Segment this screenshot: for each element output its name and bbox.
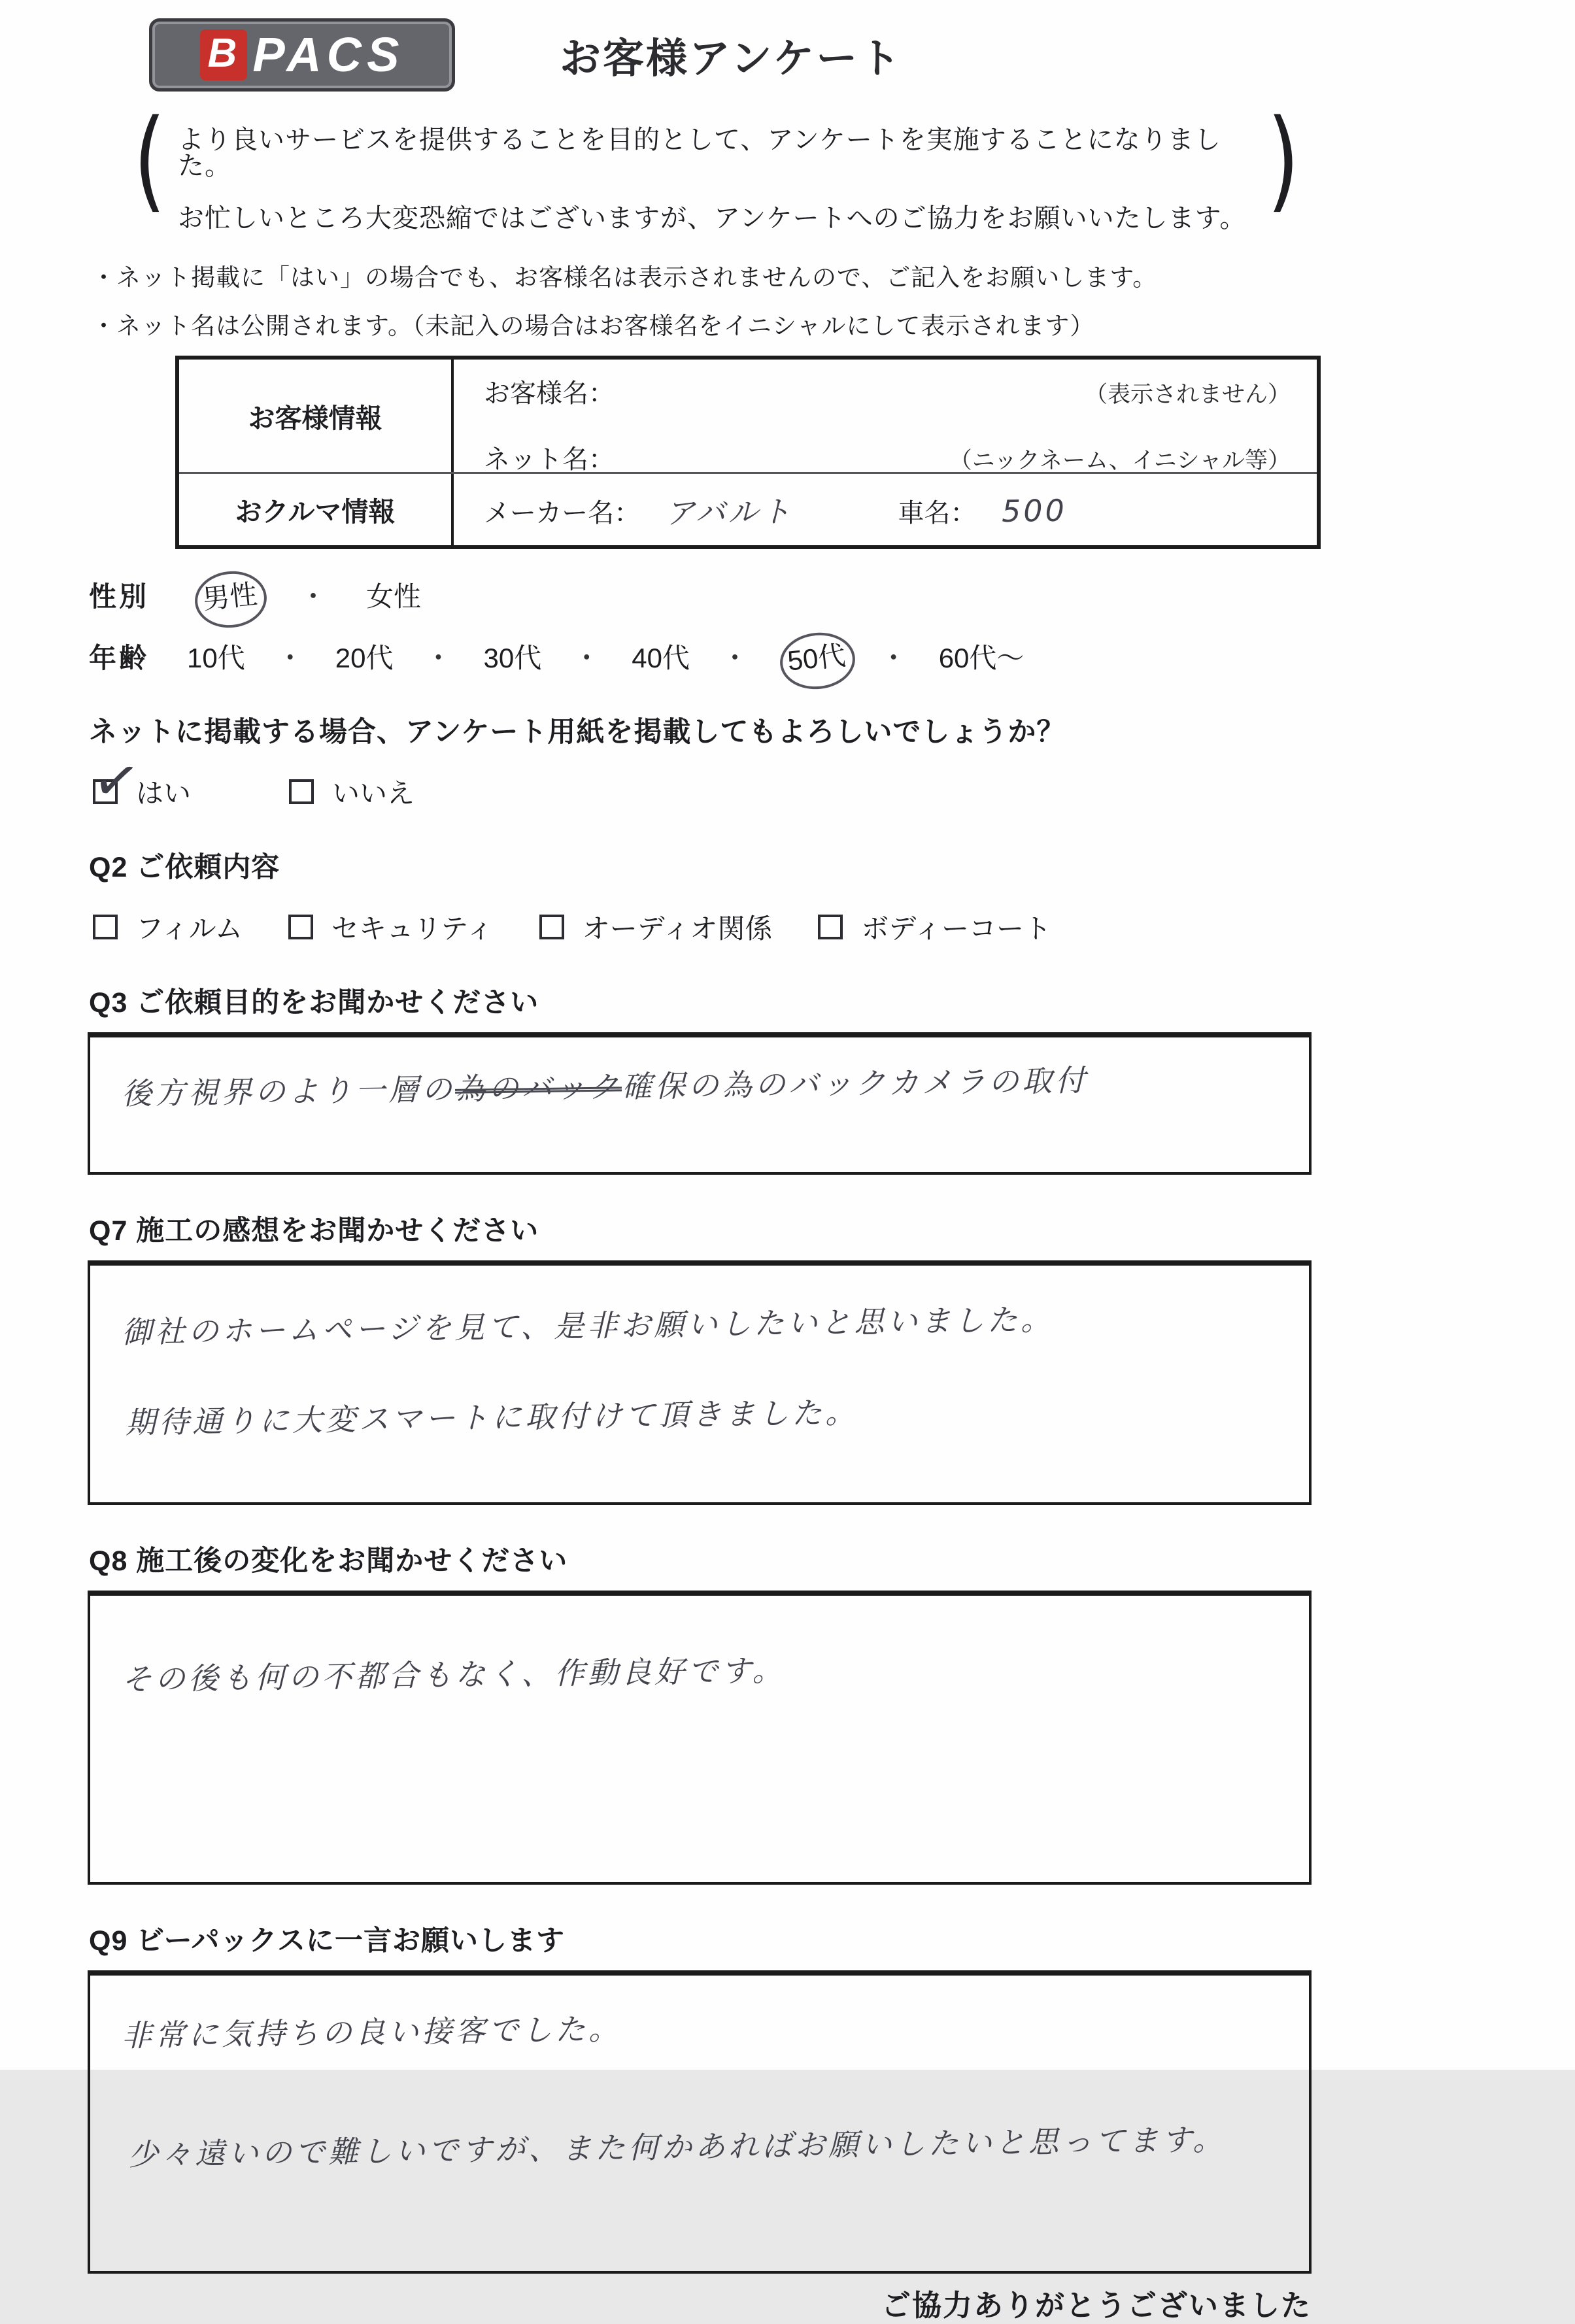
q9-handwritten-line-2: 少々遠いので難しいですが、また何かあればお願いしたいと思ってます。 [127,2121,1227,2172]
customer-info-table [175,356,1321,549]
car-name-handwritten-value: 500 [1001,492,1067,529]
checkbox-bodycoat [818,915,843,939]
checkbox-no [289,779,314,804]
gender-row [89,573,1575,617]
age-option-30s: 30代 [483,643,542,673]
q9-answer-box [88,1970,1312,2274]
publish-answer-row [88,746,1575,817]
gender-option-male-circled [192,567,269,631]
customer-name-note: （表示されません） [1084,382,1291,407]
age-option-50s: 50代 [786,639,847,677]
q8-heading: Q8 施工後の変化をお聞かせください [89,1545,568,1577]
checkbox-audio [539,915,564,939]
checkmark-icon: ✓ [88,746,145,817]
gender-option-female: 女性 [366,581,422,612]
q3-answer-post: 確保の為のバックカメラの取付 [621,1062,1089,1105]
age-option-10s: 10代 [187,643,245,673]
checkbox-film [93,915,118,939]
publish-question: ネットに掲載する場合、アンケート用紙を掲載してもよろしいでしょうか？ [89,716,1066,748]
age-separator: ・ [720,643,749,673]
header [0,0,1575,92]
checkbox-audio-label: オーディオ関係 [582,913,773,944]
q7-answer-box [88,1260,1312,1505]
gender-separator: ・ [299,581,328,612]
age-option-60s: 60代〜 [938,643,1025,673]
age-option-40s: 40代 [632,643,690,673]
page-title: お客様アンケート [560,35,903,82]
checkbox-film-label: フィルム [136,913,243,944]
net-name-label: ネット名： [484,445,615,474]
bpacs-logo [149,18,455,92]
age-separator: ・ [424,643,452,673]
age-option-20s: 20代 [335,643,394,673]
logo-pacs-text: PACS [252,27,405,82]
customer-info-header: お客様情報 [179,360,454,472]
age-label: 年齢 [89,643,150,673]
checkbox-yes-label: はい [136,778,192,809]
checkbox-security-label: セキュリティ [331,913,494,944]
q9-handwritten-line-1: 非常に気持ちの良い接客でした。 [121,2011,622,2053]
q9-heading: Q9 ビーパックスに一言お願いします [89,1925,566,1957]
q7-handwritten-line-2: 期待通りに大変スマートに取付けて頂きました。 [125,1394,859,1440]
q3-answer-struck-text: 為のバック [454,1069,622,1107]
notes-block [92,258,1575,341]
age-separator: ・ [276,643,304,673]
age-option-50s-circled [777,629,858,693]
car-info-cell [454,474,1317,545]
gender-label: 性別 [89,581,150,612]
q7-heading: Q7 施工の感想をお聞かせください [89,1215,539,1247]
checkbox-no-label: いいえ [332,778,415,809]
intro-bracket-right-icon: ) [1267,95,1300,224]
q3-handwritten-answer [122,1054,1280,1113]
car-info-header: おクルマ情報 [179,474,454,545]
intro-line-1: より良いサービスを提供することを目的として、アンケートを実施することになりました。 [178,126,1221,180]
net-name-note: （ニックネーム、イニシャル等） [949,448,1291,473]
age-separator: ・ [573,643,601,673]
maker-label: メーカー名： [484,499,641,528]
q3-heading: Q3 ご依頼目的をお聞かせください [89,987,539,1019]
intro-bracket-left-icon: ( [133,95,166,224]
intro-line-2: お忙しいところ大変恐縮ではございますが、アンケートへのご協力をお願いいたします。 [178,204,1247,233]
checkbox-security [288,915,313,939]
checkbox-yes [88,746,145,817]
customer-info-cell [454,360,1317,472]
thanks-message: ご協力ありがとうございました [881,2289,1312,2322]
car-name-label: 車名： [898,499,977,528]
maker-handwritten-value: アバルト [664,493,794,531]
table-row-customer [179,360,1317,472]
note-net-publish: ・ネット掲載に「はい」の場合でも、お客様名は表示されませんので、ご記入をお願いします。 [92,264,1158,291]
q2-heading: Q2 ご依頼内容 [89,852,280,883]
age-separator: ・ [879,643,907,673]
q7-handwritten-line-1: 御社のホームページを見て、是非お願いしたいと思いました。 [121,1302,1055,1350]
q2-options-row [93,907,1575,947]
age-row [89,634,1575,679]
gender-option-male: 男性 [201,578,259,615]
q3-answer-pre: 後方視界のより一層の [121,1071,456,1111]
table-row-car [179,472,1317,545]
q3-answer-box [88,1032,1312,1175]
q8-handwritten-line-1: その後も何の不都合もなく、作動良好です。 [121,1652,786,1697]
intro-block [133,95,1300,233]
q8-answer-box [88,1591,1312,1885]
customer-name-label: お客様名： [484,379,615,408]
checkbox-bodycoat-label: ボディーコート [861,913,1052,944]
note-net-name: ・ネット名は公開されます。（未記入の場合はお客様名をイニシャルにして表示されます） [92,312,1095,339]
logo-b-icon: B [200,29,248,80]
